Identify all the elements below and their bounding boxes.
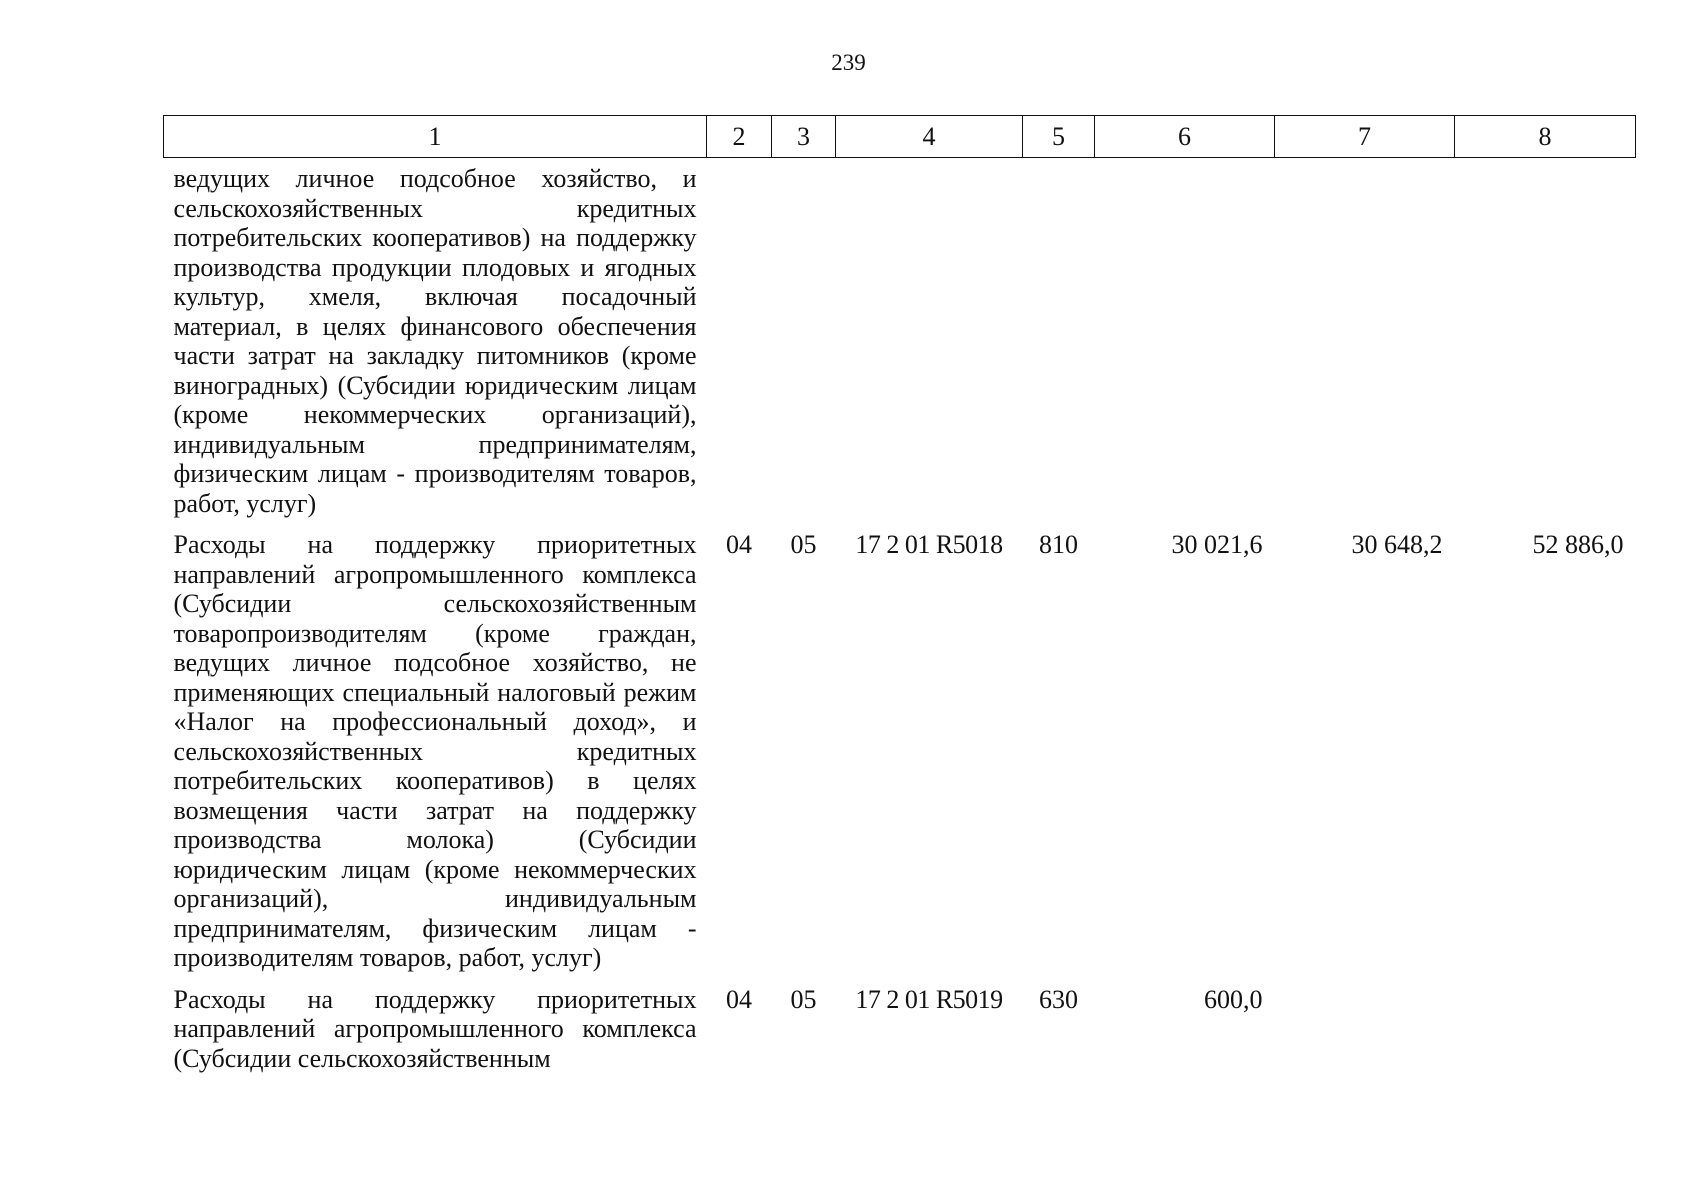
- table-row: [164, 973, 1636, 1074]
- table-row-continuation: [164, 158, 1636, 519]
- header-col-4: 4: [836, 116, 1023, 158]
- header-col-6: 6: [1095, 116, 1275, 158]
- row-amount-col7: [1275, 973, 1455, 1074]
- row-amount-col7: 30 648,2: [1351, 530, 1443, 559]
- row-amount-col6: 600,0: [1204, 984, 1263, 1014]
- header-col-2: 2: [707, 116, 772, 158]
- page-number: 239: [831, 50, 866, 75]
- budget-table: [163, 115, 1636, 1073]
- row-expense-type: 630: [1039, 984, 1078, 1014]
- row-target-code: 17 2 01 R5019: [855, 984, 1003, 1014]
- row-subsection: 05: [790, 530, 817, 559]
- row-section: 04: [726, 984, 752, 1014]
- row-description: Расходы на поддержку приоритетных направлений агропромышленного комплекса (Субсидии сельскохозяйственным: [173, 984, 697, 1073]
- header-col-1: 1: [164, 116, 707, 158]
- row-expense-type: 810: [1039, 530, 1078, 559]
- table-row: [164, 518, 1636, 973]
- row-section: 04: [726, 530, 752, 559]
- header-col-3: 3: [772, 116, 836, 158]
- header-col-7: 7: [1275, 116, 1455, 158]
- row-amount-col6: 30 021,6: [1171, 530, 1263, 559]
- table-header-row: [164, 116, 1636, 158]
- row-target-code: 17 2 01 R5018: [855, 530, 1003, 559]
- row-amount-col8: 52 886,0: [1532, 530, 1624, 559]
- row-subsection: 05: [790, 984, 817, 1014]
- continuation-description: ведущих личное подсобное хозяйство, и сельскохозяйственных кредитных потребительских кооперативов) на поддержку производства продукции плодовых и ягодных культур, хмеля, включая посадочный материал, в целях финансового обеспечения части затрат на закладку питомников (кроме виноградных) (Субсидии юридическим лицам (кроме некоммерческих организаций), индивидуальным предпринимателям, физическим лицам - производителям товаров, работ, услуг): [173, 164, 697, 518]
- header-col-8: 8: [1455, 116, 1636, 158]
- header-col-5: 5: [1023, 116, 1095, 158]
- row-amount-col8: [1455, 973, 1636, 1074]
- row-description: Расходы на поддержку приоритетных направлений агропромышленного комплекса (Субсидии сельскохозяйственным товаропроизводителям (кроме граждан, ведущих личное подсобное хозяйство, не применяющих специальный налоговый режим «Налог на профессиональный доход», и сельскохозяйственных кредитных потребительских кооперативов) в целях возмещения части затрат на поддержку производства молока) (Субсидии юридическим лицам (кроме некоммерческих организаций), индивидуальным предпринимателям, физическим лицам - производителям товаров, работ, услуг): [173, 530, 697, 972]
